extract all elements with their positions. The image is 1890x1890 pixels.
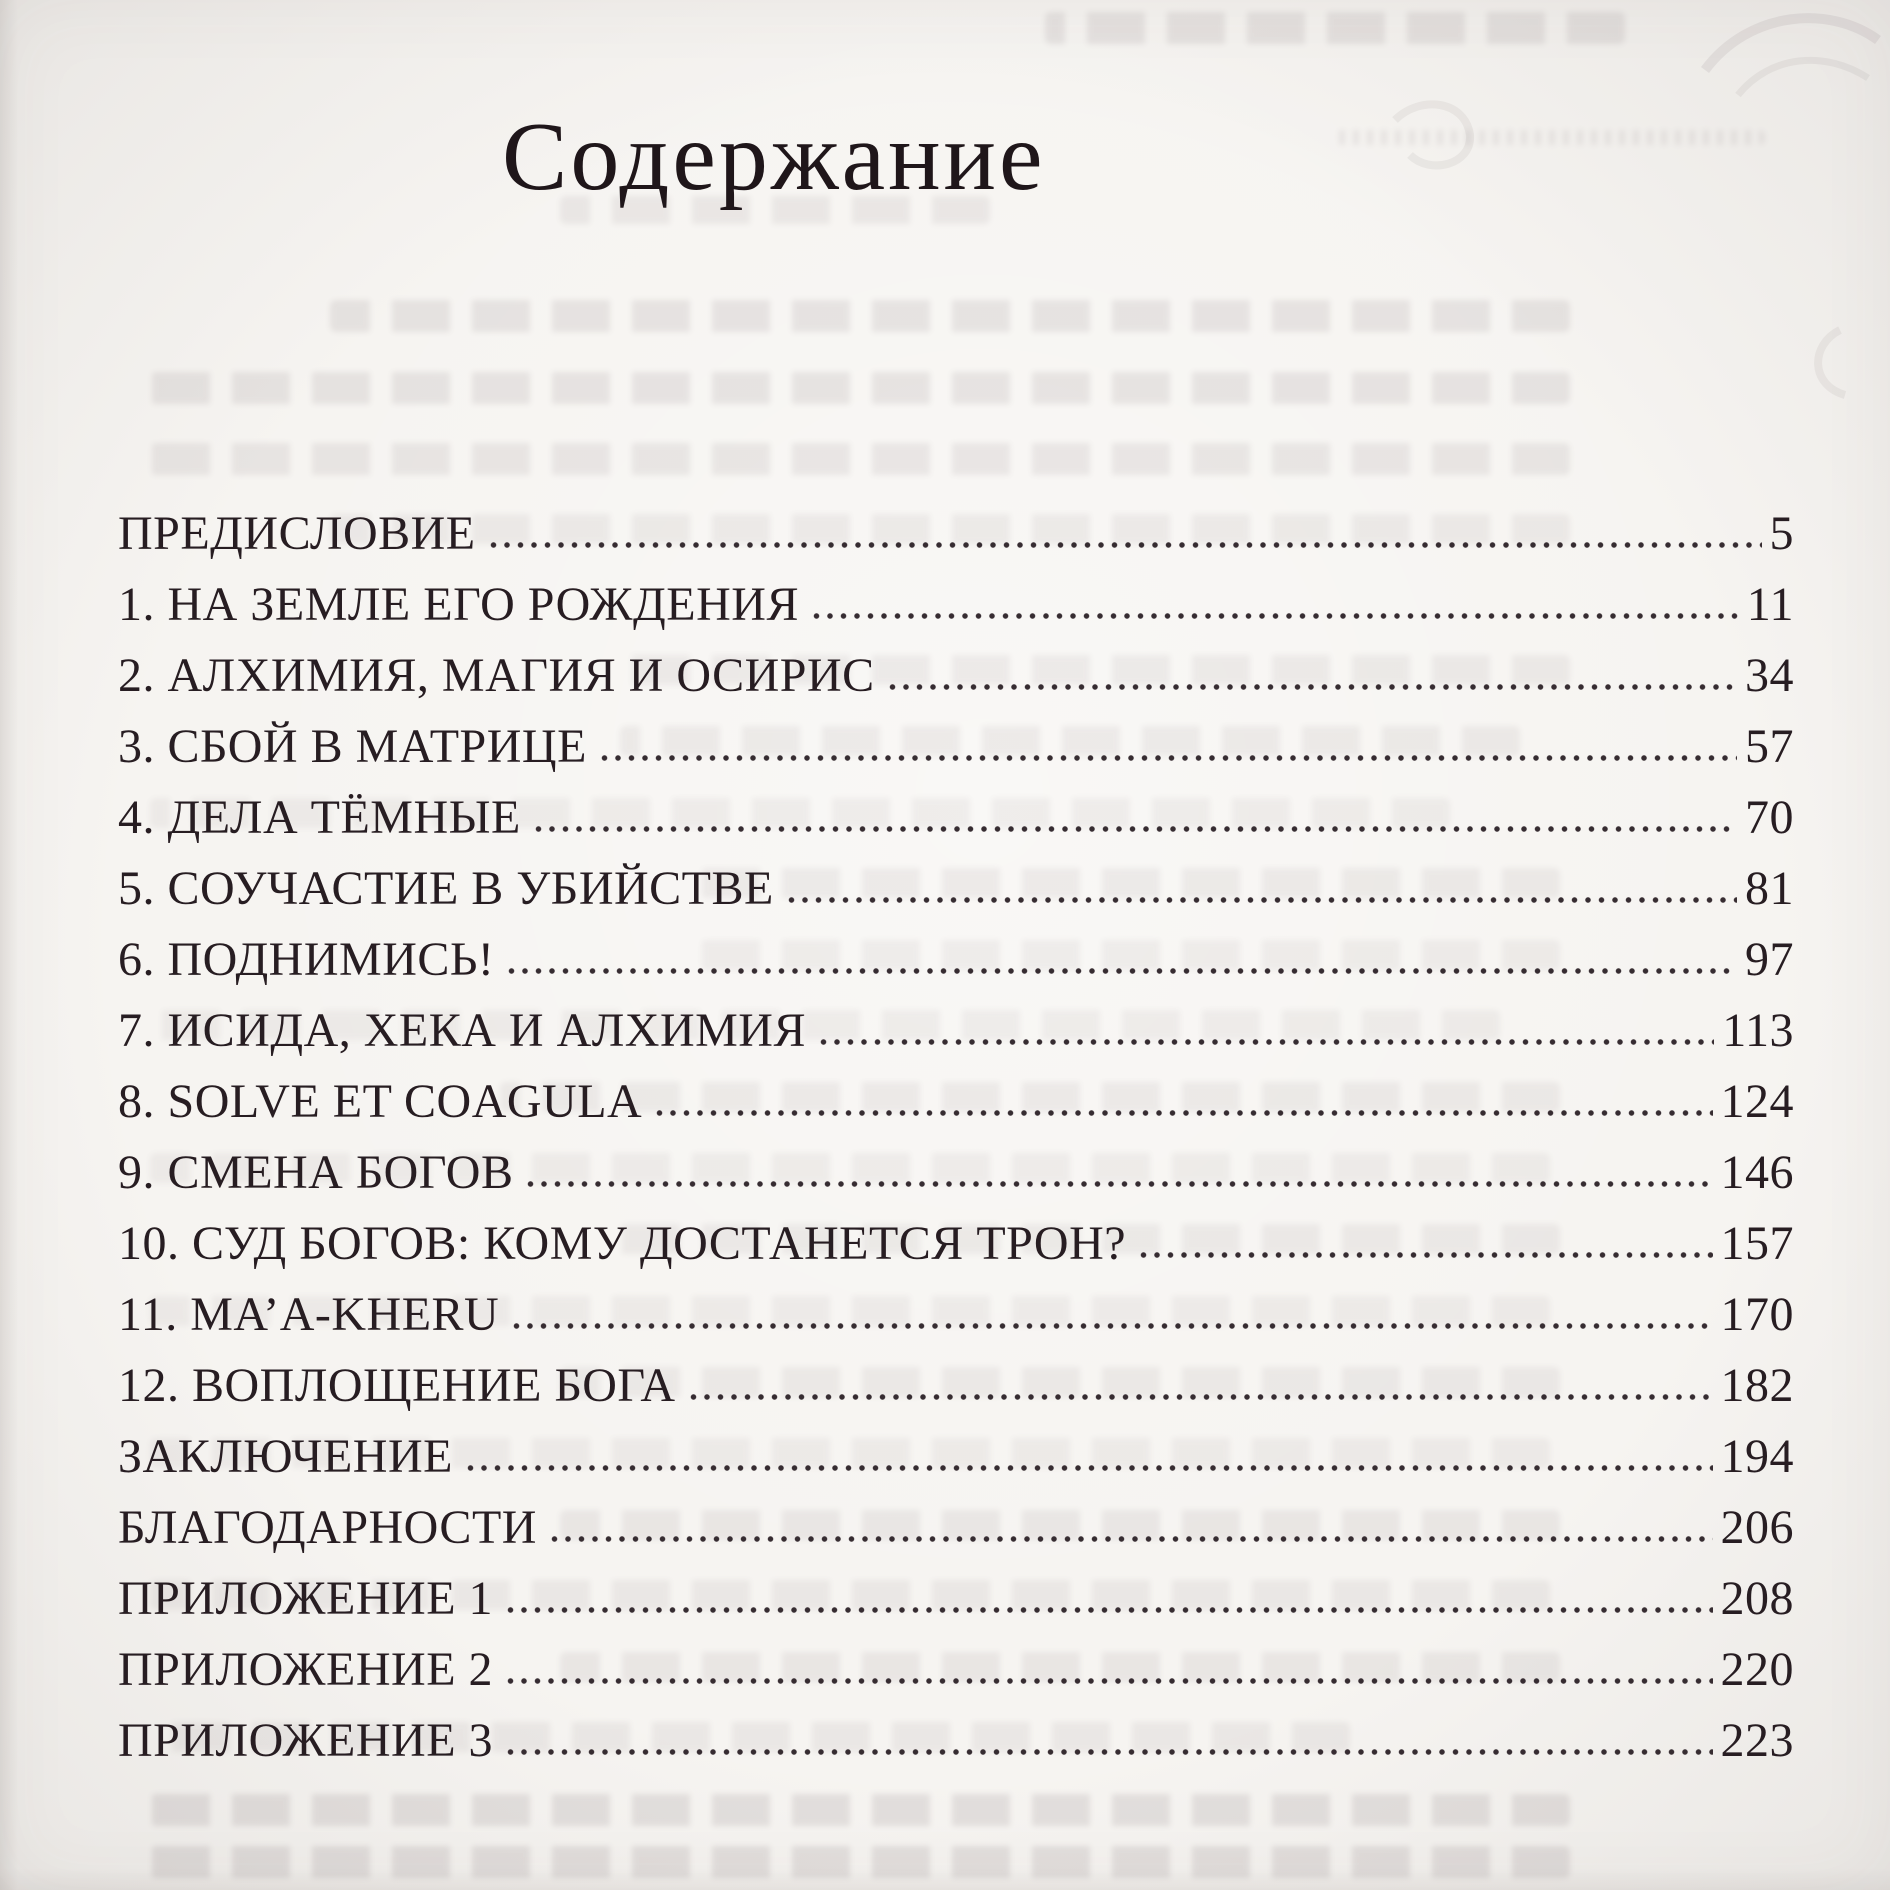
toc-entry xyxy=(118,932,1794,1003)
toc-entry-label: 4. ДЕЛА ТЁМНЫЕ xyxy=(118,791,521,844)
toc-entry-label: 10. СУД БОГОВ: КОМУ ДОСТАНЕТСЯ ТРОН? xyxy=(118,1217,1127,1270)
toc-entry xyxy=(118,1571,1794,1642)
toc-leader-dots xyxy=(504,1674,1712,1685)
toc-entry-page-number: 223 xyxy=(1720,1714,1794,1767)
toc-entry xyxy=(118,1713,1794,1784)
bleed-through-line xyxy=(150,443,1570,475)
toc-entry-page-number: 97 xyxy=(1745,933,1794,986)
toc-entry-label: ПРИЛОЖЕНИЕ 1 xyxy=(118,1572,494,1625)
toc-leader-dots xyxy=(1137,1248,1712,1259)
toc-leader-dots xyxy=(504,1745,1712,1756)
toc-entry xyxy=(118,648,1794,719)
toc-leader-dots xyxy=(510,1319,1712,1330)
toc-entry xyxy=(118,719,1794,790)
toc-entry-page-number: 34 xyxy=(1745,649,1794,702)
toc-entry xyxy=(118,861,1794,932)
toc-entry-label: ЗАКЛЮЧЕНИЕ xyxy=(118,1430,453,1483)
table-of-contents xyxy=(118,506,1794,1784)
toc-entry-label: 8. SOLVE ET COAGULA xyxy=(118,1075,643,1128)
toc-leader-dots xyxy=(886,680,1737,691)
toc-leader-dots xyxy=(810,609,1739,620)
toc-entry xyxy=(118,1429,1794,1500)
toc-entry-page-number: 57 xyxy=(1745,720,1794,773)
toc-entry xyxy=(118,1074,1794,1145)
toc-entry-label: 12. ВОПЛОЩЕНИЕ БОГА xyxy=(118,1359,676,1412)
toc-entry-page-number: 170 xyxy=(1720,1288,1794,1341)
toc-entry-page-number: 70 xyxy=(1745,791,1794,844)
toc-leader-dots xyxy=(687,1390,1713,1401)
toc-entry-label: 11. MA’A-KHERU xyxy=(118,1288,500,1341)
bleed-through-line xyxy=(150,1846,1570,1878)
toc-leader-dots xyxy=(504,1603,1712,1614)
toc-entry xyxy=(118,1642,1794,1713)
toc-entry-page-number: 81 xyxy=(1745,862,1794,915)
toc-entry-label: ПРИЛОЖЕНИЕ 2 xyxy=(118,1643,494,1696)
toc-leader-dots xyxy=(487,538,1762,549)
toc-entry xyxy=(118,1287,1794,1358)
toc-entry xyxy=(118,1358,1794,1429)
toc-entry-page-number: 206 xyxy=(1720,1501,1794,1554)
toc-entry-label: БЛАГОДАРНОСТИ xyxy=(118,1501,537,1554)
toc-entry xyxy=(118,1145,1794,1216)
toc-entry xyxy=(118,1003,1794,1074)
toc-leader-dots xyxy=(464,1461,1713,1472)
toc-entry-page-number: 157 xyxy=(1720,1217,1794,1270)
toc-leader-dots xyxy=(524,1177,1712,1188)
toc-entry-page-number: 208 xyxy=(1720,1572,1794,1625)
toc-entry-label: ПРИЛОЖЕНИЕ 3 xyxy=(118,1714,494,1767)
toc-entry-page-number: 11 xyxy=(1746,578,1794,631)
toc-entry-label: 9. СМЕНА БОГОВ xyxy=(118,1146,514,1199)
toc-entry-page-number: 220 xyxy=(1720,1643,1794,1696)
toc-entry xyxy=(118,790,1794,861)
toc-leader-dots xyxy=(598,751,1737,762)
toc-entry-label: ПРЕДИСЛОВИЕ xyxy=(118,507,476,560)
toc-entry-page-number: 113 xyxy=(1722,1004,1794,1057)
toc-entry-label: 6. ПОДНИМИСЬ! xyxy=(118,933,495,986)
toc-entry-page-number: 5 xyxy=(1769,507,1794,560)
toc-entry-page-number: 182 xyxy=(1720,1359,1794,1412)
toc-entry-label: 5. СОУЧАСТИЕ В УБИЙСТВЕ xyxy=(118,862,774,915)
toc-entry-label: 1. НА ЗЕМЛЕ ЕГО РОЖДЕНИЯ xyxy=(118,578,799,631)
toc-leader-dots xyxy=(548,1532,1713,1543)
toc-entry xyxy=(118,1500,1794,1571)
bleed-through-line xyxy=(150,1794,1570,1826)
toc-leader-dots xyxy=(505,964,1737,975)
toc-leader-dots xyxy=(653,1106,1712,1117)
toc-entry-label: 7. ИСИДА, ХЕКА И АЛХИМИЯ xyxy=(118,1004,806,1057)
toc-leader-dots xyxy=(817,1035,1714,1046)
page-title: Содержание xyxy=(502,102,1046,211)
toc-entry-label: 2. АЛХИМИЯ, МАГИЯ И ОСИРИС xyxy=(118,649,875,702)
toc-entry xyxy=(118,577,1794,648)
toc-leader-dots xyxy=(532,822,1737,833)
toc-entry-page-number: 146 xyxy=(1720,1146,1794,1199)
toc-entry xyxy=(118,1216,1794,1287)
toc-leader-dots xyxy=(785,893,1737,904)
toc-entry-page-number: 194 xyxy=(1720,1430,1794,1483)
toc-entry xyxy=(118,506,1794,577)
toc-entry-page-number: 124 xyxy=(1720,1075,1794,1128)
toc-entry-label: 3. СБОЙ В МАТРИЦЕ xyxy=(118,720,587,773)
